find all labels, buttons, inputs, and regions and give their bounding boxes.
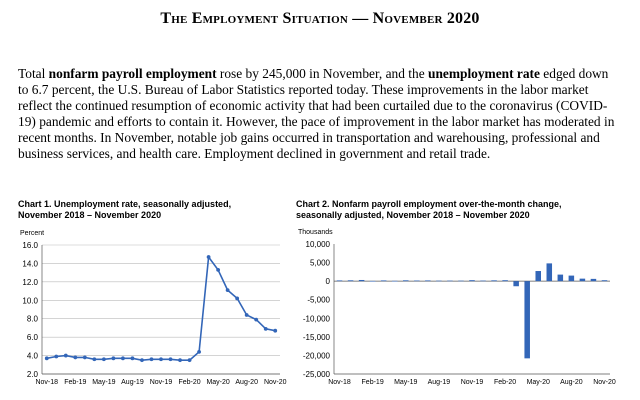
chart2-ytick-label: 10,000 — [305, 240, 330, 249]
chart2-bar — [392, 281, 398, 282]
chart2-bar — [469, 280, 475, 281]
chart1-title-line2: November 2018 – November 2020 — [18, 210, 162, 220]
para-text-2: rose by 245,000 in November, and the — [216, 66, 428, 81]
chart1-xtick-label: May-19 — [92, 379, 116, 386]
chart1-data-point — [73, 356, 77, 360]
chart2-bar — [591, 279, 597, 281]
chart1-xtick-label: Nov-20 — [263, 379, 287, 386]
chart2-ytick-label: 5,000 — [309, 258, 330, 268]
chart1-ytick-label: 8.0 — [26, 314, 38, 324]
chart2-bar — [558, 275, 564, 282]
chart1-ylabel: Percent — [20, 230, 45, 237]
para-bold-unemployment: unemployment rate — [428, 66, 540, 81]
chart1-ytick-label: 14.0 — [22, 259, 38, 269]
chart1-data-point — [83, 356, 87, 360]
chart2-xtick-label: Feb-19 — [361, 379, 384, 386]
chart1-ytick-label: 6.0 — [26, 333, 38, 343]
chart2-bar — [425, 280, 431, 281]
chart2-xtick-label: Nov-20 — [593, 379, 616, 386]
chart1-xtick-label: May-20 — [206, 379, 230, 386]
chart2-ytick-label: -25,000 — [302, 370, 330, 379]
chart1-ytick-label: 12.0 — [22, 277, 38, 287]
chart1-data-point — [159, 357, 163, 361]
para-text-3: edged down to 6.7 percent, the U.S. Bureau of Labor Statistics reported today. These improvements in the labor market reflect the continued resumption of economic activity that had been curtailed due to the coronavirus (COVID-19) pandemic and efforts to contain it. However, the pace of improvement in the labor market has moderated in recent months. In November, notable job gains occurred in transportation and warehousing, professional and business services, and health care. Employment declined in government and retail trade. — [18, 66, 615, 161]
chart1-data-point — [226, 288, 230, 292]
chart2-bar — [458, 281, 464, 282]
chart1-data-point — [264, 327, 268, 331]
chart1-data-point — [273, 329, 277, 333]
chart1-xtick-label: Aug-19 — [121, 379, 144, 386]
chart2-bar — [436, 281, 442, 282]
chart2-xtick-label: Nov-18 — [328, 379, 351, 386]
chart2-bar — [381, 280, 387, 281]
chart2-bar — [414, 281, 420, 282]
chart2-title — [296, 199, 626, 221]
chart2-bar — [524, 281, 530, 358]
chart2-bar — [447, 281, 453, 282]
chart2-bar — [337, 280, 343, 281]
chart1-data-point — [131, 356, 135, 360]
unemployment-rate-chart — [0, 226, 300, 400]
chart1-ytick-label: 16.0 — [22, 241, 38, 250]
chart2-xtick-label: May-19 — [394, 379, 418, 386]
chart2-ytick-label: -15,000 — [302, 332, 330, 342]
chart2-ytick-label: -20,000 — [302, 351, 330, 361]
chart1-ytick-label: 10.0 — [22, 296, 38, 306]
chart2-ylabel: Thousands — [298, 229, 333, 236]
chart1-xtick-label: Feb-19 — [64, 379, 87, 386]
chart1-ytick-label: 2.0 — [26, 370, 38, 379]
chart2-bar — [502, 280, 508, 281]
chart1-data-point — [188, 358, 192, 362]
chart1-data-point — [92, 357, 96, 361]
chart2-title-line1: Chart 2. Nonfarm payroll employment over-the-month change, — [296, 199, 562, 209]
chart2-ytick-label: 0 — [325, 277, 330, 287]
chart1-data-point — [64, 354, 68, 358]
chart2-bar — [602, 280, 608, 281]
chart1-data-point — [254, 318, 258, 322]
chart2-bar — [535, 271, 541, 281]
chart2-bar — [580, 279, 586, 281]
chart2-xtick-label: May-20 — [526, 379, 550, 386]
chart2-bar — [348, 280, 354, 281]
chart2-bar — [403, 280, 409, 281]
chart2-ytick-label: -10,000 — [302, 314, 330, 324]
chart1-data-point — [102, 357, 106, 361]
chart1-data-point — [45, 356, 49, 360]
chart1-data-point — [121, 356, 125, 360]
chart1-ytick-label: 4.0 — [26, 351, 38, 361]
para-text-1: Total — [18, 66, 49, 81]
chart1-xtick-label: Feb-20 — [178, 379, 201, 386]
chart1-xtick-label: Nov-18 — [35, 379, 59, 386]
chart1-data-point — [235, 297, 239, 301]
chart1-data-point — [245, 313, 249, 317]
chart1-data-point — [178, 358, 182, 362]
para-bold-payroll: nonfarm payroll employment — [48, 66, 217, 81]
chart1-data-point — [112, 356, 116, 360]
chart1-data-point — [207, 255, 211, 259]
chart2-bar — [513, 281, 519, 286]
chart2-xtick-label: Aug-19 — [427, 379, 451, 386]
document-title: The Employment Situation — November 2020 — [160, 10, 480, 27]
chart1-data-point — [197, 350, 201, 354]
chart1-data-point — [140, 358, 144, 362]
chart1-data-point — [150, 357, 154, 361]
chart1-data-point — [216, 268, 220, 272]
chart2-bar — [359, 280, 365, 281]
chart2-bar — [569, 276, 575, 282]
chart2-bar — [491, 280, 497, 281]
chart1-title — [18, 199, 298, 221]
chart2-bar — [547, 263, 553, 281]
chart2-bar — [370, 281, 376, 282]
payroll-change-chart — [290, 226, 640, 400]
chart2-ytick-label: -5,000 — [307, 295, 330, 305]
chart1-data-point — [169, 357, 173, 361]
chart1-title-line1: Chart 1. Unemployment rate, seasonally adjusted, — [18, 199, 232, 209]
chart2-xtick-label: Feb-20 — [494, 379, 517, 386]
summary-paragraph — [18, 66, 618, 161]
chart2-bar — [480, 281, 486, 282]
chart2-xtick-label: Aug-20 — [560, 379, 583, 386]
chart1-xtick-label: Aug-20 — [235, 379, 258, 386]
chart2-title-line2: seasonally adjusted, November 2018 – November 2020 — [296, 210, 530, 220]
chart1-xtick-label: Nov-19 — [149, 379, 173, 386]
chart1-series-line — [47, 257, 275, 360]
chart2-xtick-label: Nov-19 — [460, 379, 484, 386]
chart1-data-point — [54, 355, 58, 359]
